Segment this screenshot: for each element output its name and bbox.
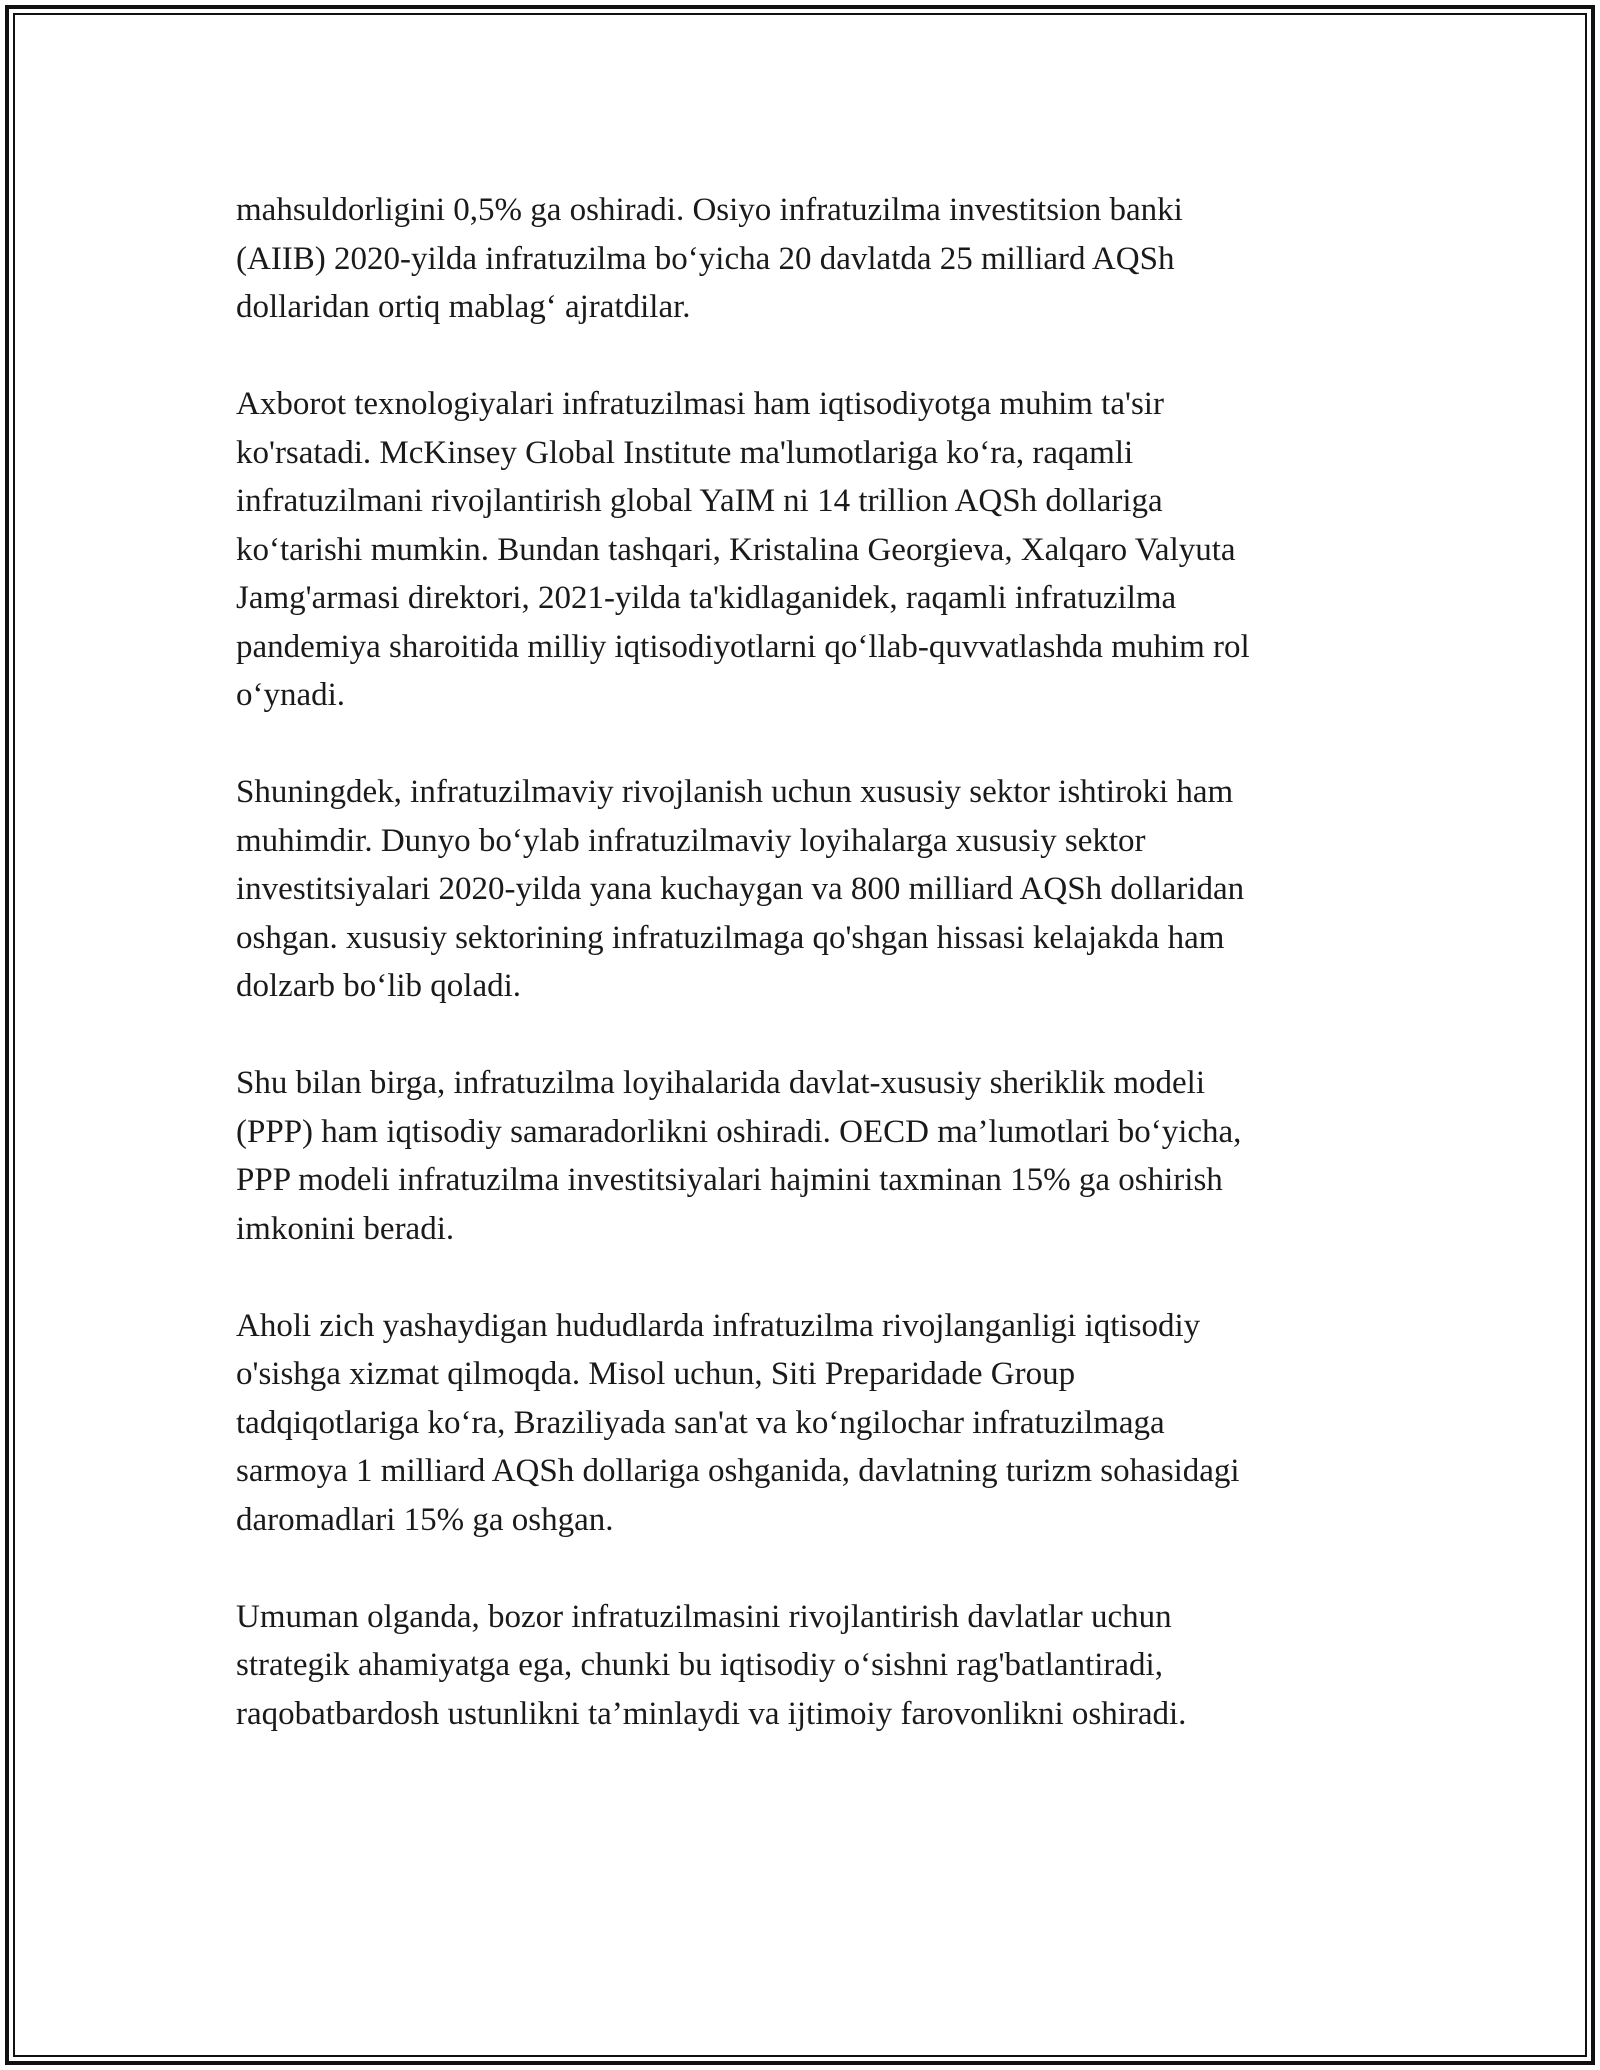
paragraph-5: Aholi zich yashaydigan hududlarda infratuzilma rivojlanganligi iqtisodiy o'sishga xizmat qilmoqda. Misol uchun, Siti Preparidade Group tadqiqotlariga ko‘ra, Braziliyada san'at va ko‘ngilochar infratuzilmaga sarmoya 1 milliard AQSh dollariga oshganida, davlatning turizm sohasidagi daromadlari 15% ga oshgan. — [236, 1307, 1240, 1538]
document-body — [236, 186, 1366, 1787]
paragraph-4: Shu bilan birga, infratuzilma loyihalarida davlat-xususiy sheriklik modeli (PPP) ham iqtisodiy samaradorlikni oshiradi. OECD ma’lumotlari bo‘yicha, PPP modeli infratuzilma investitsiyalari hajmini taxminan 15% ga oshirish imkonini beradi. — [236, 1065, 1242, 1247]
paragraph-1: mahsuldorligini 0,5% ga oshiradi. Osiyo infratuzilma investitsion banki (AIIB) 2020-yilda infratuzilma bo‘yicha 20 davlatda 25 milliard AQSh dollaridan ortiq mablag‘ ajratdilar. — [236, 192, 1183, 325]
paragraph-6: Umuman olganda, bozor infratuzilmasini rivojlantirish davlatlar uchun strategik ahamiyatga ega, chunki bu iqtisodiy o‘sishni rag'batlantiradi, raqobatbardosh ustunlikni ta’minlaydi va ijtimoiy farovonlikni oshiradi. — [236, 1598, 1187, 1732]
paragraph-3: Shuningdek, infratuzilmaviy rivojlanish uchun xususiy sektor ishtiroki ham muhimdir. Dunyo bo‘ylab infratuzilmaviy loyihalarga xususiy sektor investitsiyalari 2020-yilda yana kuchaygan va 800 milliard AQSh dollaridan oshgan. xususiy sektorining infratuzilmaga qo'shgan hissasi kelajakda ham dolzarb bo‘lib qoladi. — [236, 774, 1245, 1004]
paragraph-2: Axborot texnologiyalari infratuzilmasi ham iqtisodiyotga muhim ta'sir ko'rsatadi. McKinsey Global Institute ma'lumotlariga ko‘ra, raqamli infratuzilmani rivojlantirish global YaIM ni 14 trillion AQSh dollariga ko‘tarishi mumkin. Bundan tashqari, Kristalina Georgieva, Xalqaro Valyuta Jamg'armasi direktori, 2021-yilda ta'kidlaganidek, raqamli infratuzilma pandemiya sharoitida milliy iqtisodiyotlarni qo‘llab-quvvatlashda muhim rol o‘ynadi. — [236, 386, 1250, 713]
